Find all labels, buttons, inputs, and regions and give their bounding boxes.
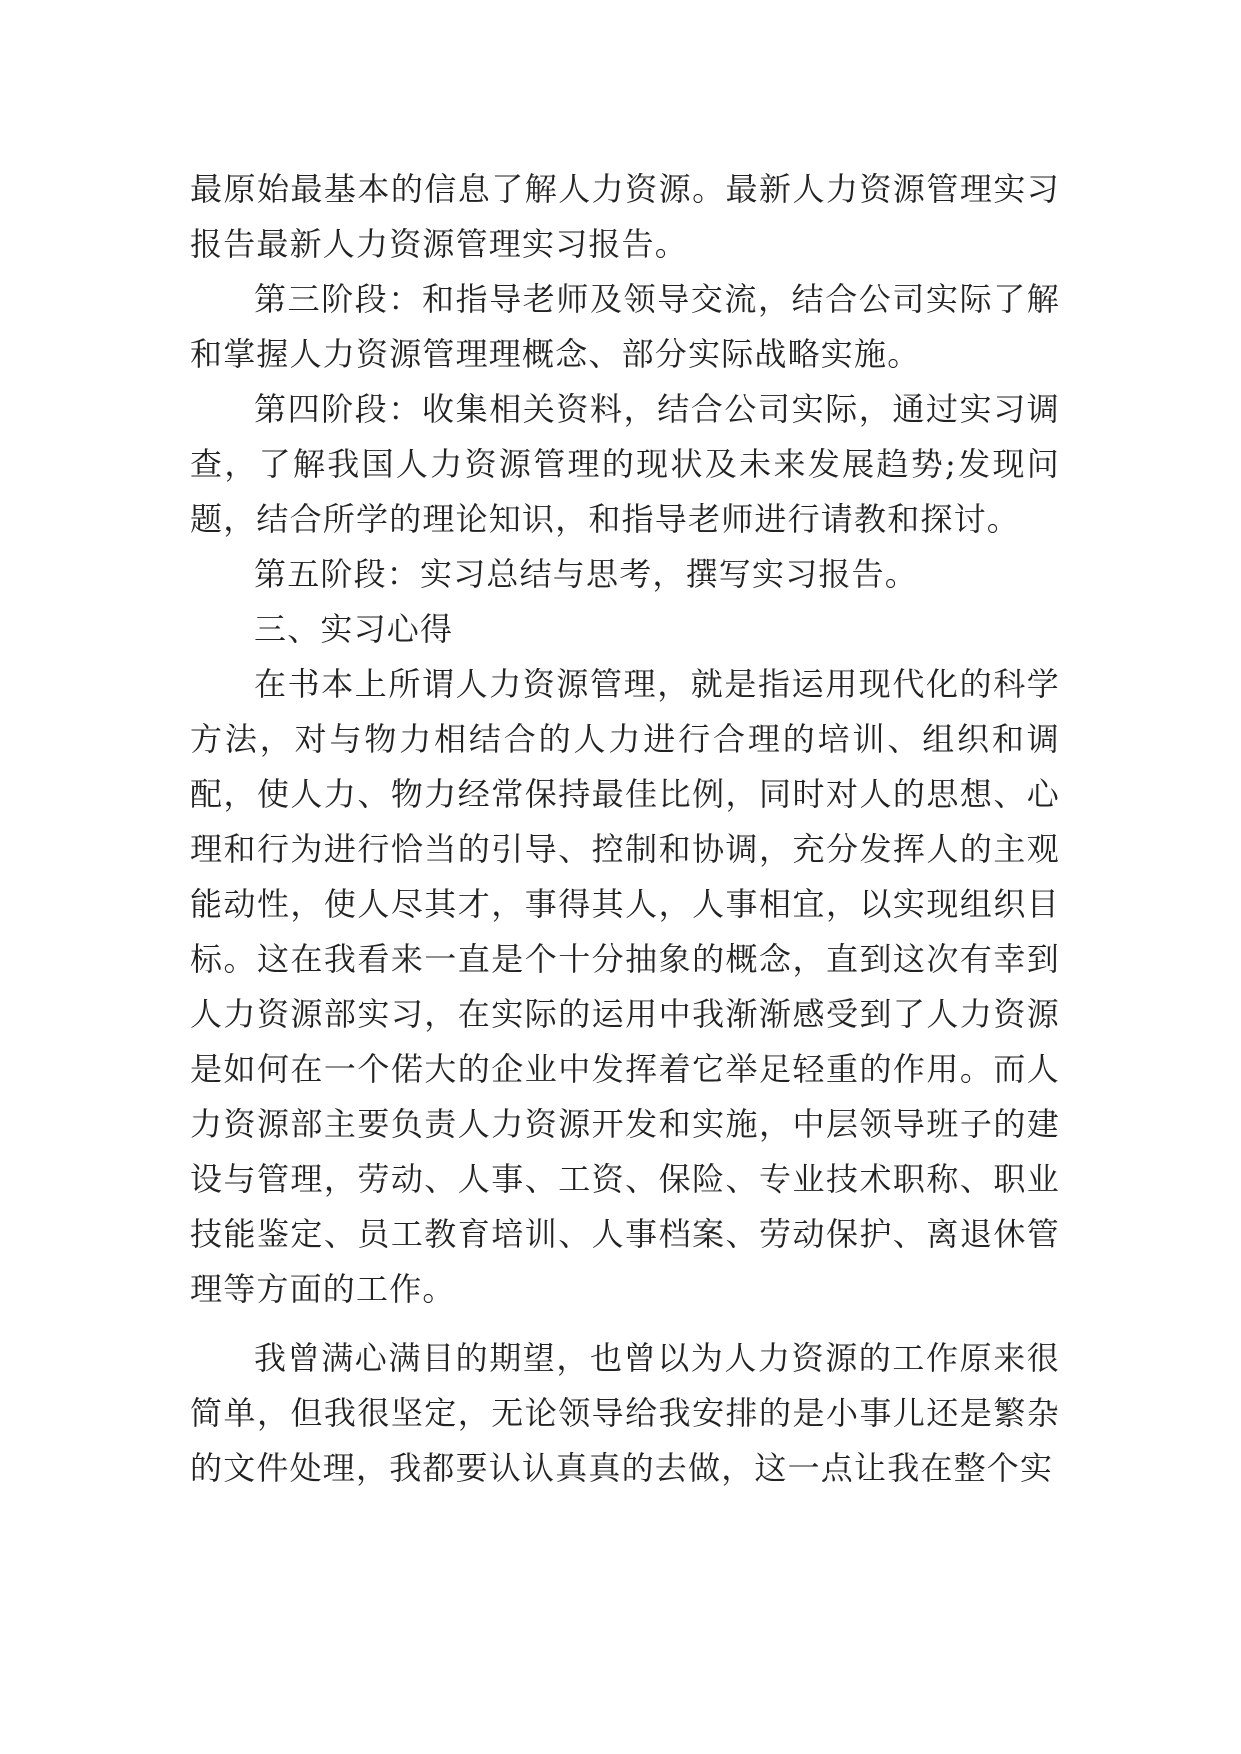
paragraph-stage-three: 第三阶段：和指导老师及领导交流，结合公司实际了解和掌握人力资源管理理概念、部分实际战略实施。	[190, 280, 1060, 373]
paragraph-intro-continuation: 最原始最基本的信息了解人力资源。最新人力资源管理实习报告最新人力资源管理实习报告。	[190, 170, 1060, 263]
paragraph-expectations: 我曾满心满目的期望，也曾以为人力资源的工作原来很简单，但我很坚定，无论领导给我安排的是小事儿还是繁杂的文件处理，我都要认认真真的去做，这一点让我在整个实	[190, 1339, 1060, 1487]
document-page	[190, 162, 1060, 1496]
paragraph-stage-five: 第五阶段：实习总结与思考，撰写实习报告。	[254, 555, 919, 593]
paragraph-hr-definition: 在书本上所谓人力资源管理，就是指运用现代化的科学方法，对与物力相结合的人力进行合理的培训、组织和调配，使人力、物力经常保持最佳比例，同时对人的思想、心理和行为进行恰当的引导、控制和协调，充分发挥人的主观能动性，使人尽其才，事得其人，人事相宜，以实现组织目标。这在我看来一直是个十分抽象的概念，直到这次有幸到人力资源部实习，在实际的运用中我渐渐感受到了人力资源是如何在一个偌大的企业中发挥着它举足轻重的作用。而人力资源部主要负责人力资源开发和实施，中层领导班子的建设与管理，劳动、人事、工资、保险、专业技术职称、职业技能鉴定、员工教育培训、人事档案、劳动保护、离退休管理等方面的工作。	[190, 665, 1060, 1308]
section-heading-internship-insights: 三、实习心得	[254, 610, 454, 648]
paragraph-stage-four: 第四阶段：收集相关资料，结合公司实际，通过实习调查，了解我国人力资源管理的现状及未来发展趋势;发现问题，结合所学的理论知识，和指导老师进行请教和探讨。	[190, 390, 1060, 538]
